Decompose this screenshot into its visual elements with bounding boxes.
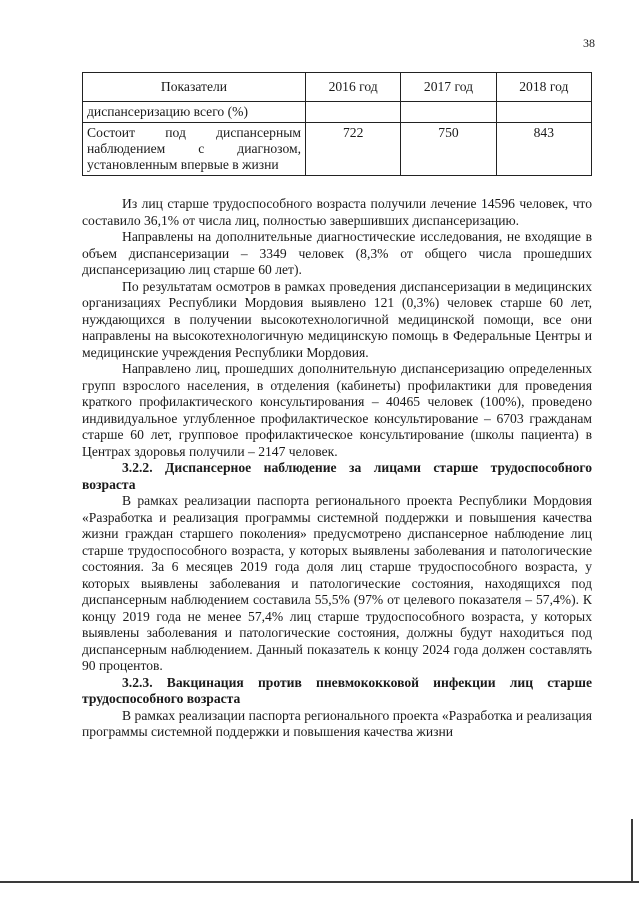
page-number: 38 (583, 36, 595, 50)
table-header-row (83, 73, 592, 102)
table-cell-2016 (306, 102, 401, 123)
table-header-2016: 2016 год (306, 73, 401, 102)
table-header-2017: 2017 год (401, 73, 496, 102)
scan-edge-corner (631, 819, 633, 883)
paragraph-treatment: Из лиц старше трудоспособного возраста получили лечение 14596 человек, что составило 36,1% от числа лиц, полностью завершивших диспансеризацию. (82, 196, 592, 228)
table-cell-2016: 722 (306, 123, 401, 176)
paragraph-high-tech-care: По результатам осмотров в рамках проведения диспансеризации в медицинских организациях Республики Мордовия выявлено 121 (0,3%) человек старше 60 лет, нуждающихся в получении высокотехнологичной медицинской помощи, все они направлены на высокотехнологичную медицинскую помощь в Федеральные Центры и медицинские учреждения Республики Мордовия. (82, 278, 592, 360)
section-heading-3-2-3: 3.2.3. Вакцинация против пневмококковой инфекции лиц старше трудоспособного возраста (82, 674, 592, 706)
table-cell-2017: 750 (401, 123, 496, 176)
table-cell-2018 (496, 102, 591, 123)
document-body (82, 196, 592, 741)
table-cell-2017 (401, 102, 496, 123)
table-cell-name: диспансеризацию всего (%) (83, 102, 306, 123)
section-heading-3-2-2: 3.2.2. Диспансерное наблюдение за лицами старше трудоспособного возраста (82, 460, 592, 492)
paragraph-dispensary-observation: В рамках реализации паспорта регионального проекта Республики Мордовия «Разработка и реализация программы системной поддержки и повышения качества жизни граждан старшего поколения» предусмотрено диспансерное наблюдение лиц старше трудоспособного возраста, у которых выявлены заболевания и патологические состояния. За 6 месяцев 2019 года доля лиц старше трудоспособного возраста, у которых выявлены заболевания и патологические состояния, находящихся под диспансерным наблюдением составила 55,5% (97% от целевого показателя – 57,4%). К концу 2019 года не менее 57,4% лиц старше трудоспособного возраста, у которых выявлены заболевания и патологические состояния, должны будут находиться под диспансерным наблюдением. Данный показатель к концу 2024 года должен составлять 90 процентов. (82, 493, 592, 673)
scan-edge-line (0, 881, 639, 883)
table-cell-2018: 843 (496, 123, 591, 176)
paragraph-diagnostics: Направлены на дополнительные диагностические исследования, не входящие в объем диспансеризации – 3349 человек (8,3% от общего числа прошедших диспансеризацию лиц старше 60 лет). (82, 229, 592, 277)
indicators-table (82, 72, 592, 176)
table-row (83, 123, 592, 176)
table-header-2018: 2018 год (496, 73, 591, 102)
table-row (83, 102, 592, 123)
paragraph-vaccination: В рамках реализации паспорта регионального проекта «Разработка и реализация программы системной поддержки и повышения качества жизни (82, 707, 592, 739)
table-cell-name: Состоит под диспансерным наблюдением с диагнозом, установленным впервые в жизни (83, 123, 306, 176)
table-header-indicators: Показатели (83, 73, 306, 102)
paragraph-prevention: Направлено лиц, прошедших дополнительную диспансеризацию определенных групп взрослого населения, в отделения (кабинеты) профилактики для проведения краткого профилактического консультирования – 40465 человек (100%), проведено индивидуальное углубленное профилактическое консультирование – 6703 гражданам старше 60 лет, групповое профилактическое консультирование (школы пациента) в Центрах здоровья получили – 2147 человек. (82, 361, 592, 459)
